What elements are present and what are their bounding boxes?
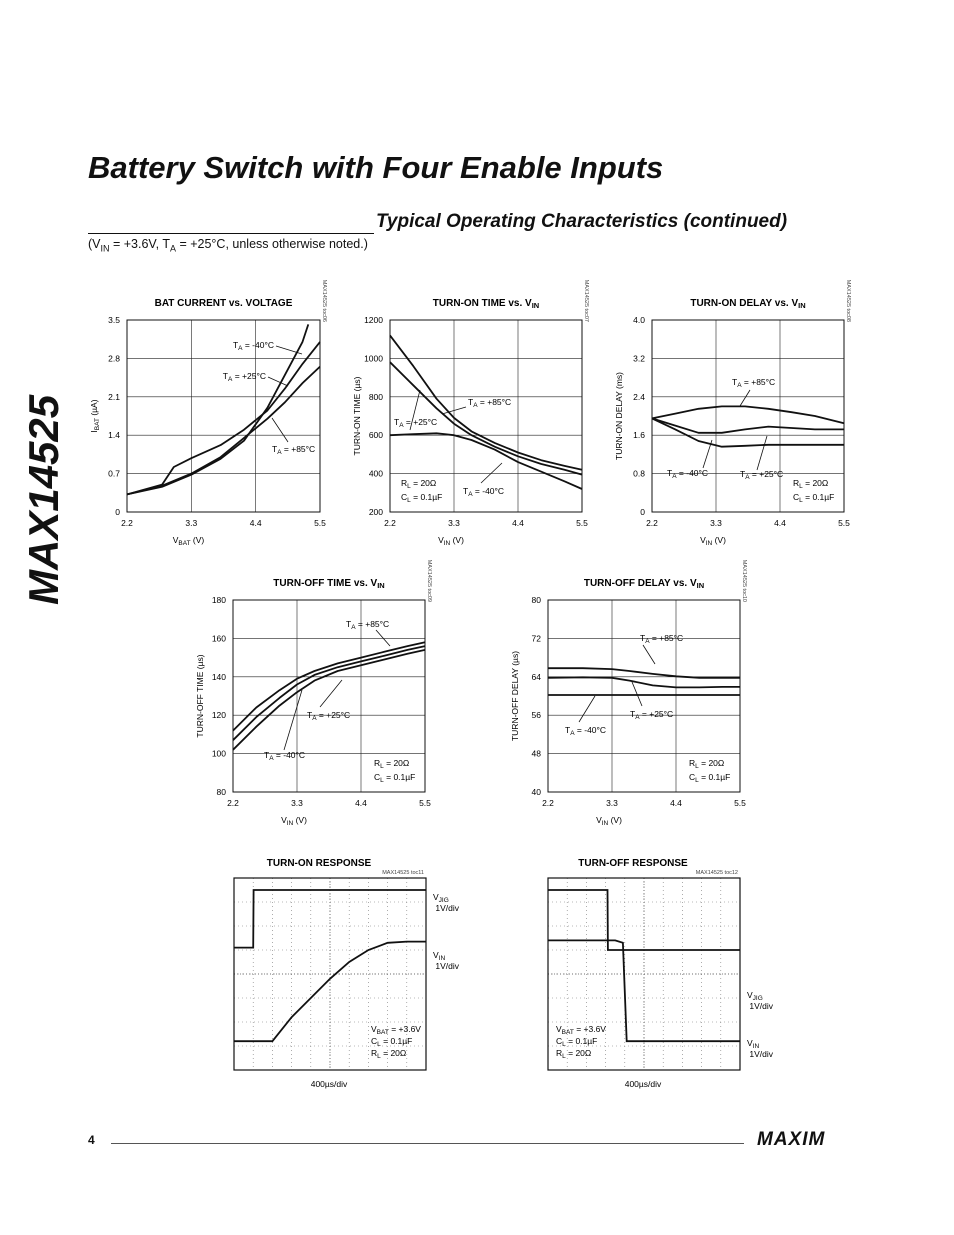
conditions-close: = +25°C, unless otherwise noted.): [175, 237, 368, 251]
chart-title: TURN-ON TIME vs. $V_{IN}$: [432, 298, 540, 310]
y-tick-label: 200: [368, 507, 383, 517]
chart-turn-off-response: [540, 850, 795, 1095]
x-tick-label: 4.4: [774, 518, 786, 528]
annotation-label: $R_L = 20\Omega$: [689, 758, 725, 770]
toc-code: MAX14525 toc10: [741, 559, 747, 602]
y-tick-label: 3.5: [108, 315, 120, 325]
x-axis-label: $V_{IN}$ (V): [700, 535, 726, 547]
x-tick-label: 3.3: [291, 798, 303, 808]
condition-label: $R_L = 20\Omega$: [556, 1048, 592, 1060]
x-tick-label: 3.3: [185, 518, 198, 528]
series-line-0: [127, 324, 308, 494]
toc-code: MAX14525 toc06: [321, 279, 327, 322]
page-number: 4: [88, 1133, 95, 1147]
y-tick-label: 600: [368, 430, 383, 441]
y-tick-label: 2.4: [633, 391, 645, 402]
annotation-label: $T_A = -40^\circ C$: [667, 468, 709, 480]
annotation-label: $T_A = +25^\circ C$: [740, 469, 784, 481]
x-tick-label: 4.4: [670, 798, 682, 808]
channel-label: $V_{JIG}$ 1V/div: [747, 990, 773, 1011]
x-tick-label: 4.4: [512, 518, 524, 528]
chart-title: BAT CURRENT vs. VOLTAGE: [154, 298, 293, 309]
annotation-arrow: [632, 682, 642, 706]
maxim-logo-text: MAXIM: [757, 1129, 826, 1148]
conditions-ta-subscript: A: [169, 243, 176, 254]
annotation-arrow: [703, 440, 712, 468]
y-tick-label: 1200: [364, 315, 383, 325]
chart-title: TURN-ON DELAY vs. $V_{IN}$: [690, 298, 806, 310]
y-axis-label: TURN-ON DELAY (ms): [614, 372, 624, 460]
chart-title: TURN-ON RESPONSE: [266, 858, 372, 869]
x-axis-label: $V_{IN}$ (V): [596, 815, 622, 827]
chart-title: TURN-OFF RESPONSE: [578, 858, 688, 869]
chart-title: TURN-OFF DELAY vs. $V_{IN}$: [583, 578, 705, 590]
y-tick-label: 72: [531, 633, 541, 644]
condition-label: $C_L = 0.1\mu F$: [556, 1036, 598, 1048]
annotation-label: $C_L = 0.1\mu F$: [793, 492, 835, 504]
channel-label: $V_{IN}$ 1V/div: [747, 1038, 773, 1059]
series-line-0: [548, 668, 740, 678]
y-tick-label: 180: [211, 595, 226, 605]
y-tick-label: 56: [531, 710, 541, 721]
toc-code: MAX14525 toc09: [426, 559, 432, 602]
condition-label: $C_L = 0.1\mu F$: [371, 1036, 413, 1048]
annotation-label: $T_A = +25^\circ C$: [394, 417, 438, 429]
conditions-vin-subscript: IN: [100, 243, 110, 254]
y-tick-label: 3.2: [633, 353, 645, 364]
x-tick-label: 2.2: [227, 798, 239, 808]
section-rule: [88, 233, 374, 234]
y-tick-label: 140: [211, 671, 226, 682]
x-tick-label: 5.5: [314, 518, 326, 528]
annotation-label: $T_A = -40^\circ C$: [264, 750, 306, 762]
annotation-arrow: [579, 696, 595, 722]
chart-turn-off-delay: [495, 559, 760, 835]
conditions-open: (V: [88, 237, 101, 251]
annotation-label: $T_A = +25^\circ C$: [222, 371, 266, 383]
annotation-label: $T_A = -40^\circ C$: [232, 340, 274, 352]
series-line-1: [233, 646, 425, 740]
section-title: Typical Operating Characteristics (continued): [376, 211, 788, 232]
page-title: Battery Switch with Four Enable Inputs: [88, 150, 664, 185]
annotation-label: $T_A = +25^\circ C$: [307, 710, 351, 722]
annotation-arrow: [268, 377, 288, 386]
annotation-label: $C_L = 0.1\mu F$: [374, 772, 416, 784]
annotation-arrow: [481, 463, 502, 483]
x-tick-label: 5.5: [838, 518, 850, 528]
annotation-label: $T_A = +85^\circ C$: [272, 444, 316, 456]
annotation-arrow: [757, 436, 767, 470]
y-tick-label: 2.1: [108, 391, 120, 402]
y-tick-label: 160: [211, 633, 226, 644]
sidebar-part-number: [10, 215, 70, 605]
y-tick-label: 80: [531, 595, 541, 605]
test-conditions: [88, 237, 368, 254]
chart-title: TURN-OFF TIME vs. $V_{IN}$: [273, 578, 385, 590]
annotation-label: $R_L = 20\Omega$: [374, 758, 410, 770]
channel-label: $V_{JIG}$ 1V/div: [433, 892, 459, 913]
x-tick-label: 4.4: [355, 798, 367, 808]
annotation-arrow: [643, 645, 655, 664]
series-line-2: [233, 650, 425, 750]
y-axis-label: TURN-OFF DELAY (µs): [510, 650, 520, 742]
toc-code: MAX14525 toc12: [695, 870, 738, 876]
sidebar-part-number-text: MAX14525: [20, 394, 67, 605]
y-tick-label: 800: [368, 391, 383, 402]
y-tick-label: 64: [531, 671, 541, 682]
maxim-logo: [757, 1128, 867, 1148]
chart-turn-off-time: [180, 559, 445, 835]
annotation-label: $C_L = 0.1\mu F$: [689, 772, 731, 784]
y-tick-label: 0: [640, 507, 645, 517]
x-tick-label: 3.3: [448, 518, 460, 528]
x-tick-label: 4.4: [249, 518, 262, 528]
annotation-label: $T_A = -40^\circ C$: [565, 725, 607, 737]
chart-turn-on-delay: [595, 279, 860, 555]
y-tick-label: 1.4: [108, 430, 120, 441]
x-tick-label: 5.5: [576, 518, 588, 528]
x-axis-label: $V_{IN}$ (V): [281, 815, 307, 827]
annotation-label: $T_A = +85^\circ C$: [640, 633, 684, 645]
y-axis-label: TURN-OFF TIME (µs): [195, 654, 205, 738]
y-tick-label: 120: [211, 710, 226, 721]
annotation-label: $R_L = 20\Omega$: [793, 478, 829, 490]
y-tick-label: 48: [531, 748, 541, 759]
annotation-label: $C_L = 0.1\mu F$: [401, 492, 443, 504]
annotation-arrow: [272, 418, 288, 442]
footer-rule: [111, 1143, 744, 1144]
x-tick-label: 3.3: [606, 798, 618, 808]
y-tick-label: 0.8: [633, 468, 645, 479]
series-line-1: [652, 418, 844, 432]
x-tick-label: 5.5: [419, 798, 431, 808]
channel-label: $V_{IN}$ 1V/div: [433, 950, 459, 971]
y-tick-label: 1000: [364, 353, 383, 364]
x-axis-label: $V_{BAT}$ (V): [172, 535, 205, 547]
condition-label: $V_{BAT} = +3.6V$: [556, 1024, 606, 1036]
annotation-label: $T_A = -40^\circ C$: [463, 486, 505, 498]
time-per-division: 400µs/div: [624, 1079, 662, 1089]
toc-code: MAX14525 toc11: [382, 870, 424, 876]
y-tick-label: 40: [531, 787, 541, 797]
annotation-label: $T_A = +25^\circ C$: [630, 709, 674, 721]
annotation-label: $R_L = 20\Omega$: [401, 478, 437, 490]
y-tick-label: 400: [368, 468, 383, 479]
annotation-label: $T_A = +85^\circ C$: [468, 397, 512, 409]
toc-code: MAX14525 toc08: [845, 279, 851, 322]
chart-turn-on-response: [225, 850, 480, 1095]
y-tick-label: 2.8: [108, 353, 120, 364]
y-tick-label: 0.7: [108, 468, 120, 479]
x-tick-label: 5.5: [734, 798, 746, 808]
x-tick-label: 2.2: [384, 518, 396, 528]
chart-turn-on-time: [330, 279, 600, 555]
condition-label: $V_{BAT} = +3.6V$: [371, 1024, 421, 1036]
x-tick-label: 2.2: [121, 518, 133, 528]
y-tick-label: 100: [211, 748, 226, 759]
y-tick-label: 4.0: [633, 315, 645, 325]
series-line-2: [652, 418, 844, 446]
chart-bat-current: [80, 279, 340, 555]
annotation-arrow: [376, 630, 390, 646]
y-tick-label: 0: [115, 507, 120, 517]
time-per-division: 400µs/div: [310, 1079, 348, 1089]
y-axis-label: $I_{BAT}$ (µA): [89, 399, 101, 433]
plot-frame: [127, 320, 320, 512]
conditions-mid: = +3.6V, T: [109, 237, 170, 251]
toc-code: MAX14525 toc07: [583, 279, 589, 322]
series-line-1: [548, 677, 740, 687]
x-axis-label: $V_{IN}$ (V): [438, 535, 464, 547]
x-tick-label: 2.2: [646, 518, 658, 528]
annotation-arrow: [320, 680, 342, 707]
x-tick-label: 3.3: [710, 518, 722, 528]
annotation-label: $T_A = +85^\circ C$: [346, 619, 390, 631]
y-tick-label: 80: [216, 787, 226, 797]
series-line-2: [127, 367, 320, 495]
x-tick-label: 2.2: [542, 798, 554, 808]
condition-label: $R_L = 20\Omega$: [371, 1048, 407, 1060]
y-axis-label: TURN-ON TIME (µs): [352, 376, 362, 456]
series-line-0: [652, 406, 844, 423]
annotation-arrow: [740, 390, 750, 406]
annotation-label: $T_A = +85^\circ C$: [732, 377, 776, 389]
y-tick-label: 1.6: [633, 430, 645, 441]
